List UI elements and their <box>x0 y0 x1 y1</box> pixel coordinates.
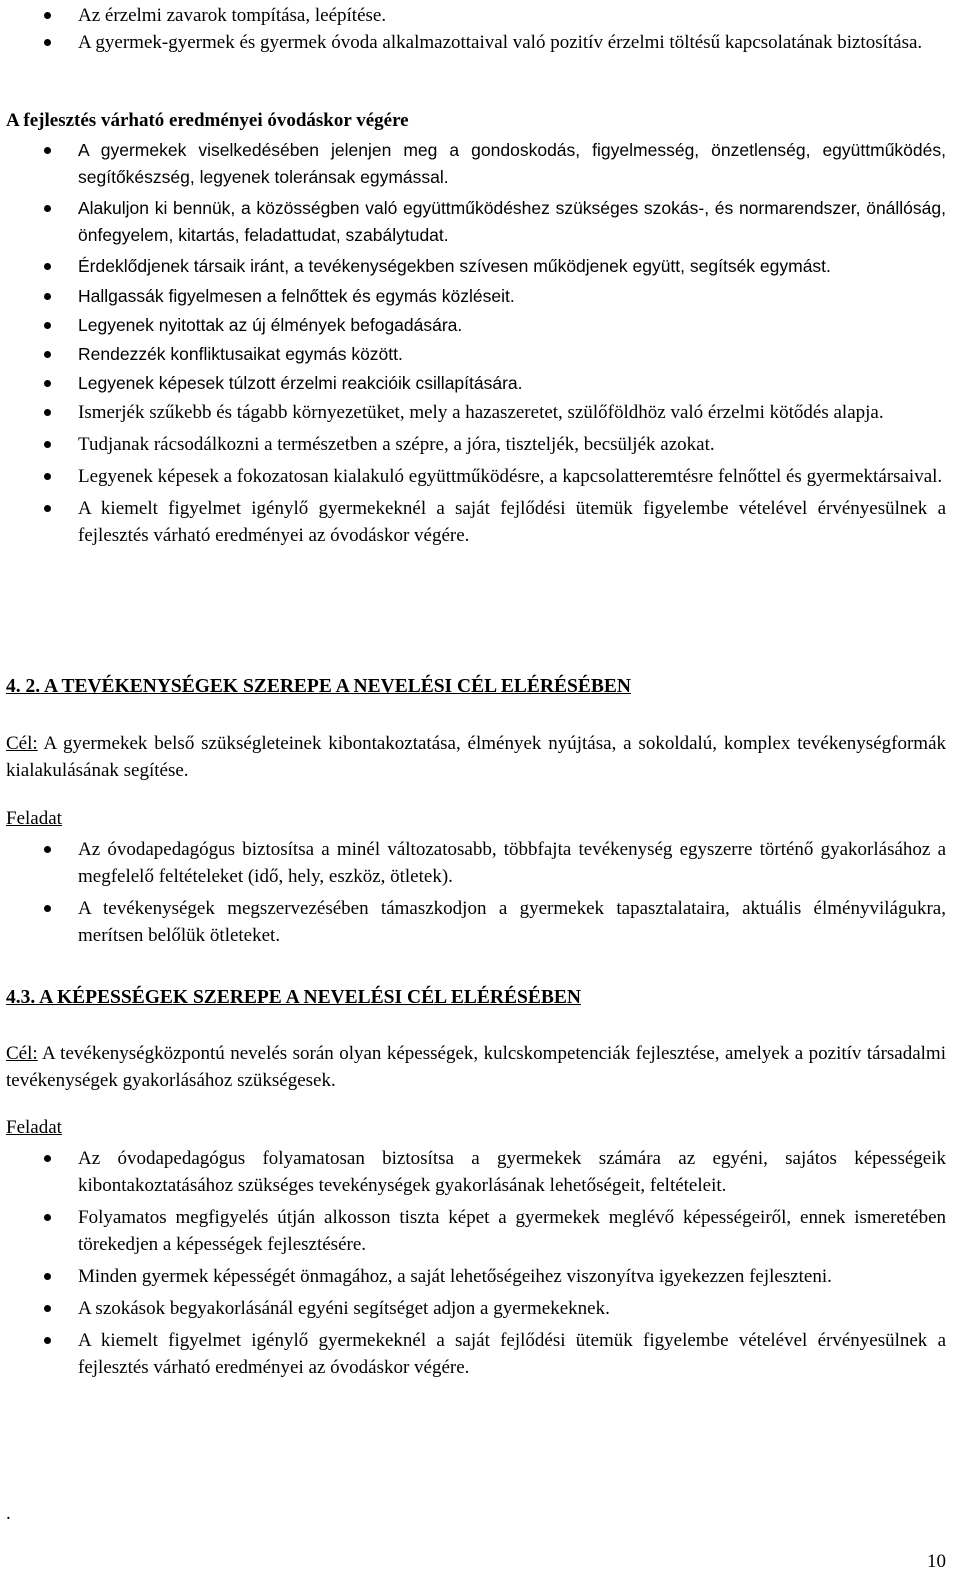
bullet-icon <box>44 473 51 480</box>
list-item: Ismerjék szűkebb és tágabb környezetüket, mely a hazaszeretet, szülőföldhöz való érzelmi kötődés alapja. <box>0 399 960 426</box>
list-item: Tudjanak rácsodálkozni a természetben a szépre, a jóra, tiszteljék, becsüljék azokat. <box>0 431 960 458</box>
bullet-icon <box>44 322 51 329</box>
list-item: Az óvodapedagógus biztosítsa a minél változatosabb, többfajta tevékenység egyszerre történő gyakorlásához a megfelelő feltételeket (idő, hely, eszköz, ötletek). <box>0 836 960 890</box>
results-heading: A fejlesztés várható eredményei óvodáskor végére <box>6 110 409 131</box>
bullet-icon <box>44 409 51 416</box>
bullet-icon <box>44 1155 51 1162</box>
list-item: A tevékenységek megszervezésében támaszkodjon a gyermekek tapasztalataira, aktuális élményvilágukra, merítsen belőlük ötleteket. <box>0 895 960 949</box>
section-heading: 4.3. A KÉPESSÉGEK SZEREPE A NEVELÉSI CÉL ELÉRÉSÉBEN <box>6 987 581 1008</box>
section-heading: 4. 2. A TEVÉKENYSÉGEK SZEREPE A NEVELÉSI CÉL ELÉRÉSÉBEN <box>6 676 631 697</box>
task-label: Feladat <box>6 1117 62 1138</box>
bullet-icon <box>44 505 51 512</box>
goal-label: Cél: <box>6 1043 38 1064</box>
bullet-icon <box>44 12 51 19</box>
list-item: A kiemelt figyelmet igénylő gyermekeknél a saját fejlődési ütemük figyelembe vételével érvényesülnek a fejlesztés várható eredményei az óvodáskor végére. <box>0 1327 960 1381</box>
list-item: Az érzelmi zavarok tompítása, leépítése. <box>0 2 960 29</box>
list-item: A gyermek-gyermek és gyermek óvoda alkalmazottaival való pozitív érzelmi töltésű kapcsolatának biztosítása. <box>0 29 960 56</box>
list-item: Legyenek képesek túlzott érzelmi reakcióik csillapítására. <box>0 370 960 397</box>
list-item: Hallgassák figyelmesen a felnőttek és egymás közléseit. <box>0 283 960 310</box>
bullet-icon <box>44 147 51 154</box>
top-list <box>0 2 960 56</box>
list-item: Legyenek nyitottak az új élmények befogadására. <box>0 312 960 339</box>
bullet-icon <box>44 380 51 387</box>
bullet-icon <box>44 846 51 853</box>
bullet-icon <box>44 1305 51 1312</box>
bullet-icon <box>44 1337 51 1344</box>
list-item: Érdeklődjenek társaik iránt, a tevékenységekben szívesen működjenek együtt, segítsék egymást. <box>0 253 960 280</box>
bullet-icon <box>44 1273 51 1280</box>
bullet-icon <box>44 293 51 300</box>
task-list <box>0 1145 960 1381</box>
bullet-icon <box>44 351 51 358</box>
bullet-icon <box>44 39 51 46</box>
bullet-icon <box>44 263 51 270</box>
bullet-icon <box>44 441 51 448</box>
list-item: Minden gyermek képességét önmagához, a saját lehetőségeihez viszonyítva igyekezzen fejleszteni. <box>0 1263 960 1290</box>
stray-dot: . <box>6 1503 11 1524</box>
task-list <box>0 836 960 949</box>
list-item: Alakuljon ki bennük, a közösségben való együttműködéshez szükséges szokás-, és normarendszer, önállóság, önfegyelem, kitartás, feladattudat, szabálytudat. <box>0 195 960 249</box>
list-item: A kiemelt figyelmet igénylő gyermekeknél a saját fejlődési ütemük figyelembe vételével érvényesülnek a fejlesztés várható eredményei az óvodáskor végére. <box>0 495 960 549</box>
list-item: Folyamatos megfigyelés útján alkosson tiszta képet a gyermekek meglévő képességeiről, ennek ismeretében törekedjen a képességek fejlesztésére. <box>0 1204 960 1258</box>
goal-paragraph: Cél: A gyermekek belső szükségleteinek kibontakoztatása, élmények nyújtása, a sokoldalú, komplex tevékenységformák kialakulásának segítése. <box>6 733 946 781</box>
list-item: Rendezzék konfliktusaikat egymás között. <box>0 341 960 368</box>
goal-paragraph: Cél: A tevékenységközpontú nevelés során olyan képességek, kulcskompetenciák fejlesztése, amelyek a pozitív társadalmi tevékenységek gyakorlásához szükségesek. <box>6 1043 946 1091</box>
list-item: A gyermekek viselkedésében jelenjen meg a gondoskodás, figyelmesség, önzetlenség, együttműködés, segítőkészség, legyenek toleránsak egymással. <box>0 137 960 191</box>
bullet-icon <box>44 905 51 912</box>
task-label: Feladat <box>6 808 62 829</box>
bullet-icon <box>44 205 51 212</box>
goal-label: Cél: <box>6 733 38 754</box>
bullet-icon <box>44 1214 51 1221</box>
list-item: Legyenek képesek a fokozatosan kialakuló együttműködésre, a kapcsolatteremtésre felnőttel és gyermektársaival. <box>0 463 960 490</box>
list-item: A szokások begyakorlásánál egyéni segítséget adjon a gyermekeknek. <box>0 1295 960 1322</box>
list-item: Az óvodapedagógus folyamatosan biztosítsa a gyermekek számára az egyéni, sajátos képességeik kibontakoztatásához szükséges tevekénységek gyakorlásának lehetőségeit, feltételeit. <box>0 1145 960 1199</box>
results-list <box>0 137 960 549</box>
page-number: 10 <box>927 1551 946 1572</box>
